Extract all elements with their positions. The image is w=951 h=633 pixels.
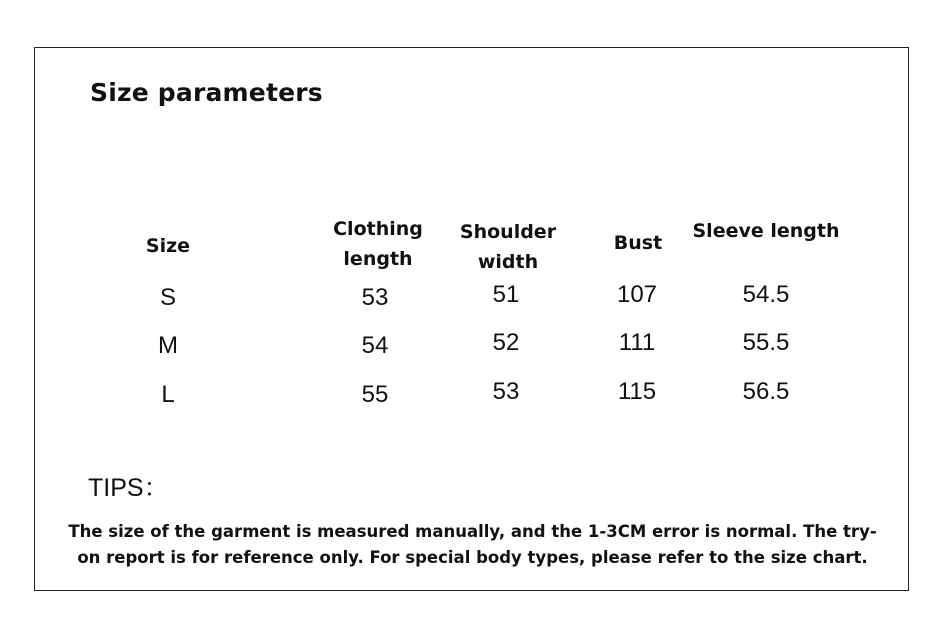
table-cell-shoulder-width: 52	[492, 329, 520, 356]
table-cell-clothing-length: 53	[361, 284, 389, 311]
page-title: Size parameters	[90, 78, 323, 107]
tips-text: The size of the garment is measured manually, and the 1-3CM error is normal. The try-on report is for reference only. For special body types, please refer to the size chart.	[68, 522, 877, 567]
table-cell-bust: 115	[617, 378, 657, 405]
table-cell-size: S	[159, 284, 176, 311]
table-cell-sleeve-length: 54.5	[742, 281, 790, 308]
tips-label: TIPS：	[88, 474, 169, 502]
size-chart-frame	[34, 47, 909, 591]
table-cell-bust: 107	[616, 281, 658, 308]
table-cell-size: M	[158, 332, 178, 359]
table-cell-shoulder-width: 51	[492, 281, 520, 308]
header-clothing-length: Clothing length	[333, 218, 423, 270]
table-cell-sleeve-length: 56.5	[742, 378, 790, 405]
header-shoulder-width: Shoulder width	[459, 221, 557, 273]
header-bust: Bust	[613, 232, 663, 254]
table-cell-clothing-length: 55	[361, 381, 389, 408]
table-cell-shoulder-width: 53	[492, 378, 520, 405]
header-size: Size	[145, 235, 191, 257]
header-sleeve-length: Sleeve length	[692, 220, 840, 242]
table-cell-sleeve-length: 55.5	[742, 329, 790, 356]
table-cell-size: L	[161, 381, 175, 408]
table-cell-bust: 111	[618, 329, 656, 356]
table-cell-clothing-length: 54	[361, 332, 389, 359]
